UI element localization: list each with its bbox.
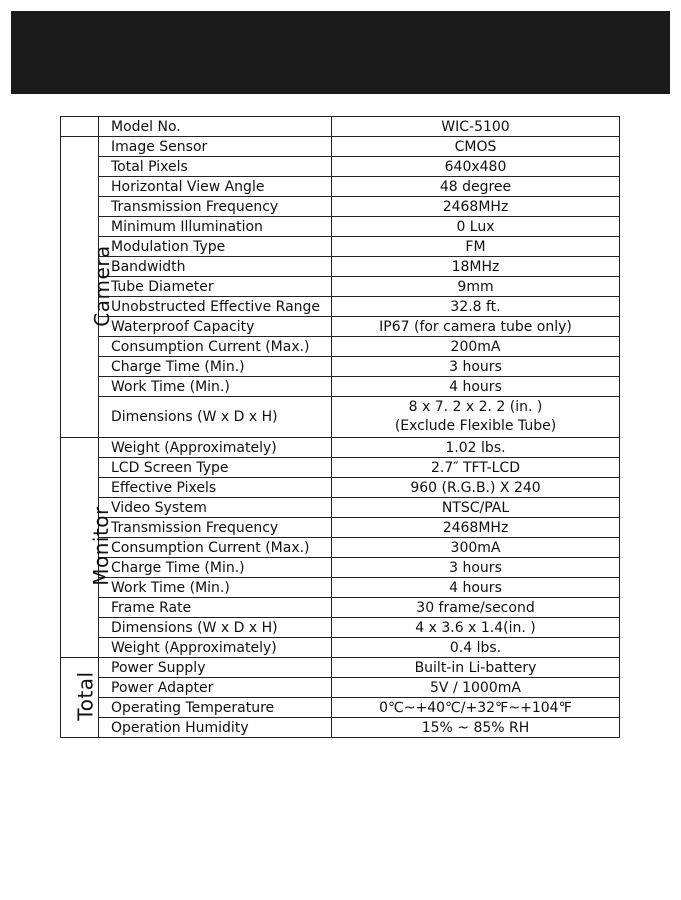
- table-row: [61, 197, 620, 217]
- table-row: [61, 117, 620, 137]
- spec-value: 4 hours: [332, 578, 620, 598]
- spec-label: Unobstructed Effective Range: [99, 297, 332, 317]
- spec-value: 960 (R.G.B.) X 240: [332, 478, 620, 498]
- table-row: [61, 498, 620, 518]
- spec-value: 30 frame/second: [332, 598, 620, 618]
- dimensions-line-1: 8 x 7. 2 x 2. 2 (in. ): [408, 399, 543, 415]
- spec-label: Waterproof Capacity: [99, 317, 332, 337]
- spec-value: 2468MHz: [332, 197, 620, 217]
- table-row: [61, 377, 620, 397]
- spec-label: Dimensions (W x D x H): [99, 397, 332, 438]
- spec-value: 2468MHz: [332, 518, 620, 538]
- spec-label: Video System: [99, 498, 332, 518]
- spec-value: Built-in Li-battery: [332, 658, 620, 678]
- table-row: [61, 518, 620, 538]
- spec-label: Weight (Approximately): [99, 638, 332, 658]
- table-row: [61, 337, 620, 357]
- spec-value: FM: [332, 237, 620, 257]
- table-row: [61, 257, 620, 277]
- table-row: [61, 458, 620, 478]
- table-row: [61, 658, 620, 678]
- spec-value: 0 Lux: [332, 217, 620, 237]
- table-row: [61, 578, 620, 598]
- table-row: [61, 718, 620, 738]
- spec-value: 48 degree: [332, 177, 620, 197]
- table-row: [61, 618, 620, 638]
- spec-label: Work Time (Min.): [99, 377, 332, 397]
- spec-label: Minimum Illumination: [99, 217, 332, 237]
- spec-label: Modulation Type: [99, 237, 332, 257]
- table-row: [61, 558, 620, 578]
- model-value: WIC-5100: [332, 117, 620, 137]
- group-label-camera: Camera: [89, 244, 114, 327]
- table-row: [61, 157, 620, 177]
- spec-value: 1.02 lbs.: [332, 438, 620, 458]
- spec-value: 0.4 lbs.: [332, 638, 620, 658]
- table-row: [61, 237, 620, 257]
- spec-value: 32.8 ft.: [332, 297, 620, 317]
- spec-value: 5V / 1000mA: [332, 678, 620, 698]
- spec-label: Power Adapter: [99, 678, 332, 698]
- spec-value: CMOS: [332, 137, 620, 157]
- spec-label: Operating Temperature: [99, 698, 332, 718]
- corner-cell: [61, 117, 99, 137]
- spec-label: Charge Time (Min.): [99, 558, 332, 578]
- spec-value: 18MHz: [332, 257, 620, 277]
- spec-value: 9mm: [332, 277, 620, 297]
- spec-value: NTSC/PAL: [332, 498, 620, 518]
- spec-label: Bandwidth: [99, 257, 332, 277]
- spec-value: 3 hours: [332, 558, 620, 578]
- group-label-monitor: Monitor: [88, 506, 113, 586]
- spec-label: Dimensions (W x D x H): [99, 618, 332, 638]
- group-camera: [61, 137, 114, 438]
- table-row: [61, 217, 620, 237]
- table-row: [61, 357, 620, 377]
- spec-value-dimensions: [332, 397, 620, 438]
- spec-label: Consumption Current (Max.): [99, 538, 332, 558]
- spec-value: 4 hours: [332, 377, 620, 397]
- table-row: [61, 317, 620, 337]
- table-row: [61, 598, 620, 618]
- group-total: [61, 658, 99, 738]
- spec-label: Image Sensor: [99, 137, 332, 157]
- table-row: [61, 678, 620, 698]
- spec-label: Charge Time (Min.): [99, 357, 332, 377]
- spec-value: 640x480: [332, 157, 620, 177]
- spec-value: 2.7″ TFT-LCD: [332, 458, 620, 478]
- spec-value: 3 hours: [332, 357, 620, 377]
- table-row: [61, 538, 620, 558]
- spec-label: Transmission Frequency: [99, 518, 332, 538]
- spec-value: 15% ~ 85% RH: [332, 718, 620, 738]
- table-row: [61, 177, 620, 197]
- spec-label: Transmission Frequency: [99, 197, 332, 217]
- dimensions-line-2: (Exclude Flexible Tube): [394, 418, 557, 434]
- table-row: [61, 478, 620, 498]
- spec-label: Work Time (Min.): [99, 578, 332, 598]
- spec-label: Total Pixels: [99, 157, 332, 177]
- spec-value: IP67 (for camera tube only): [332, 317, 620, 337]
- table-row: [61, 698, 620, 718]
- spec-label: Effective Pixels: [99, 478, 332, 498]
- spec-label: Consumption Current (Max.): [99, 337, 332, 357]
- table-row: [61, 438, 620, 458]
- spec-label: Weight (Approximately): [99, 438, 332, 458]
- spec-value: 300mA: [332, 538, 620, 558]
- table-row: [61, 638, 620, 658]
- spec-label: Tube Diameter: [99, 277, 332, 297]
- spec-label: LCD Screen Type: [99, 458, 332, 478]
- header-bar: [11, 11, 670, 94]
- table-row: [61, 137, 620, 157]
- spec-value: 0℃~+40℃/+32℉~+104℉: [332, 698, 620, 718]
- table-row: [61, 297, 620, 317]
- model-label: Model No.: [99, 117, 332, 137]
- spec-label: Power Supply: [99, 658, 332, 678]
- table-row: [61, 397, 620, 438]
- group-label-total: Total: [73, 671, 98, 721]
- spec-label: Operation Humidity: [99, 718, 332, 738]
- spec-table: [60, 116, 620, 738]
- spec-label: Frame Rate: [99, 598, 332, 618]
- group-monitor: [61, 438, 113, 658]
- table-row: [61, 277, 620, 297]
- spec-value: 4 x 3.6 x 1.4(in. ): [332, 618, 620, 638]
- spec-label: Horizontal View Angle: [99, 177, 332, 197]
- spec-value: 200mA: [332, 337, 620, 357]
